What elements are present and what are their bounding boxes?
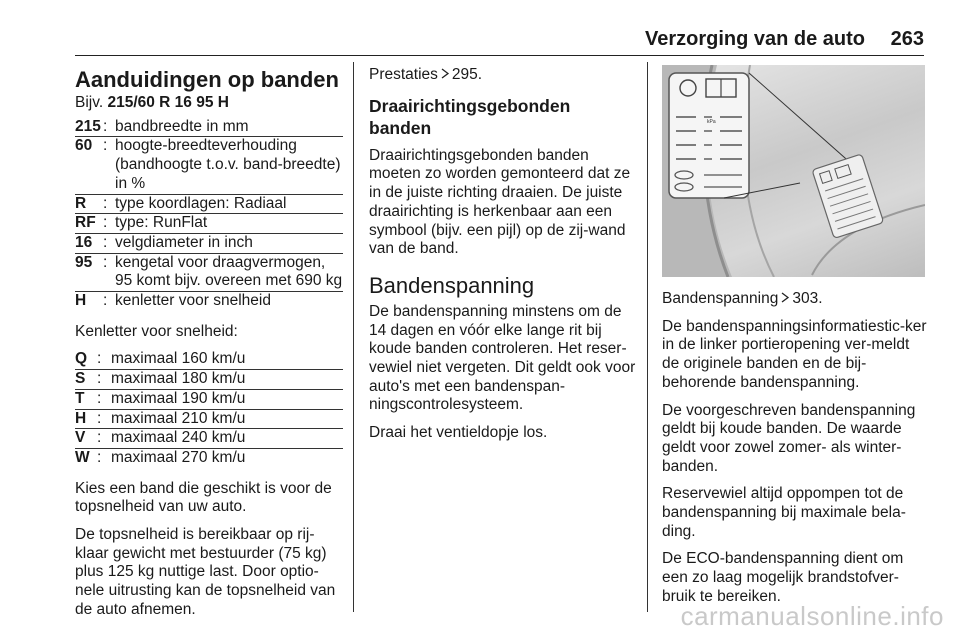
term: T <box>75 389 85 407</box>
term-description: maximaal 180 km/u <box>111 370 246 388</box>
term-colon: : <box>97 409 102 427</box>
sticker-unit-label: kPa <box>707 119 716 125</box>
speed-list <box>75 350 343 467</box>
term: R <box>75 194 87 212</box>
term-colon: : <box>103 253 108 271</box>
paragraph: De topsnelheid is bereikbaar op rij-klaar gewicht met bestuurder (75 kg) plus 125 kg nuttige last. Door optio-nele uitrusting kan de topsnelheid van de auto afnemen. <box>75 526 336 618</box>
term-colon: : <box>103 292 108 310</box>
middle-column <box>369 66 636 452</box>
column-divider-1 <box>353 62 354 612</box>
term-description: velgdiameter in inch <box>115 233 253 251</box>
term-description: kenletter voor snelheid <box>115 292 271 310</box>
term: W <box>75 448 90 466</box>
term-colon: : <box>97 350 102 368</box>
term: S <box>75 370 86 388</box>
term: H <box>75 292 87 310</box>
term-description: maximaal 210 km/u <box>111 409 246 427</box>
paragraph: Kies een band die geschikt is voor de topsnelheid van uw auto. <box>75 479 332 516</box>
paragraph: Reservewiel altijd oppompen tot de bandenspanning bij maximale bela-ding. <box>662 485 906 540</box>
right-column <box>662 290 930 616</box>
term: 16 <box>75 233 93 251</box>
term-description: type koordlagen: Radiaal <box>115 194 287 212</box>
term-colon: : <box>103 137 108 155</box>
term: 95 <box>75 253 93 271</box>
reference-arrow-icon <box>441 66 449 85</box>
reference-arrow-icon <box>781 290 789 309</box>
term-colon: : <box>97 429 102 447</box>
example-line <box>75 94 343 113</box>
term-description: bandbreedte in mm <box>115 117 249 135</box>
term: Q <box>75 350 88 368</box>
example-prefix: Bijv. <box>75 94 104 111</box>
paragraph: De voorgeschreven bandenspanning geldt bij koude banden. De waarde geldt voor zowel zomer- als winter-banden. <box>662 401 916 475</box>
term-colon: : <box>97 389 102 407</box>
definition-list <box>75 118 343 311</box>
page-number: 263 <box>890 28 924 50</box>
term-colon: : <box>103 194 108 212</box>
left-column <box>75 66 343 629</box>
subheading: Draairichtingsgebonden banden <box>369 95 571 138</box>
term-description: maximaal 190 km/u <box>111 389 246 407</box>
term-colon: : <box>103 117 108 135</box>
paragraph: De bandenspanning minstens om de 14 dagen en vóór elke lange rit bij koude banden controleren. Het reser-vewiel niet vergeten. Dit geldt ook voor auto's met een bandenspan-ningscontrolesysteem. <box>369 302 636 414</box>
term: 60 <box>75 137 93 155</box>
paragraph: Draai het ventieldopje los. <box>369 424 548 442</box>
term: RF <box>75 214 96 232</box>
term-colon: : <box>103 214 108 232</box>
term-description: kengetal voor draagvermogen, 95 komt bijv. overeen met 690 kg <box>115 253 343 290</box>
term-colon: : <box>103 233 108 251</box>
cross-reference <box>369 66 636 85</box>
cross-reference-page: 295. <box>451 66 483 83</box>
tire-pressure-sticker-photo <box>662 65 925 277</box>
page-header-title: Verzorging van de auto <box>644 28 865 50</box>
term-description: type: RunFlat <box>115 214 208 232</box>
term-description: maximaal 240 km/u <box>111 429 246 447</box>
term-description: hoogte-breedteverhouding (bandhoogte t.o.v. band-breedte) in % <box>115 137 341 192</box>
section-heading: Aanduidingen op banden <box>75 67 339 92</box>
term-description: maximaal 160 km/u <box>111 350 246 368</box>
header-rule <box>75 55 924 56</box>
speed-intro: Kenletter voor snelheid: <box>75 322 238 340</box>
column-divider-2 <box>647 62 648 612</box>
paragraph: De ECO-bandenspanning dient om een zo laag mogelijk brandstofver-bruik te bereiken. <box>662 550 904 605</box>
term-description: maximaal 270 km/u <box>111 448 246 466</box>
cross-reference-page: 303. <box>792 290 823 307</box>
section-heading: Bandenspanning <box>369 272 535 298</box>
term-colon: : <box>97 370 102 388</box>
term: V <box>75 429 86 447</box>
term: 215 <box>75 117 101 135</box>
paragraph: De bandenspanningsinformatiestic-ker in de linker portieropening ver-meldt de originele banden en de bij-behorende bandenspanning. <box>662 317 927 391</box>
term-colon: : <box>97 448 102 466</box>
cross-reference-label: Bandenspanning <box>662 290 779 307</box>
term: H <box>75 409 87 427</box>
cross-reference <box>662 290 930 309</box>
cross-reference-label: Prestaties <box>369 66 438 83</box>
example-code: 215/60 R 16 95 H <box>107 94 229 111</box>
watermark: carmanualsonline.info <box>680 601 944 631</box>
paragraph: Draairichtingsgebonden banden moeten zo worden gemonteerd dat ze in de juiste richting draaien. De juiste draairichting is herkenbaar aan een symbool (bijv. een pijl) op de zij-wand van de band. <box>369 146 631 258</box>
